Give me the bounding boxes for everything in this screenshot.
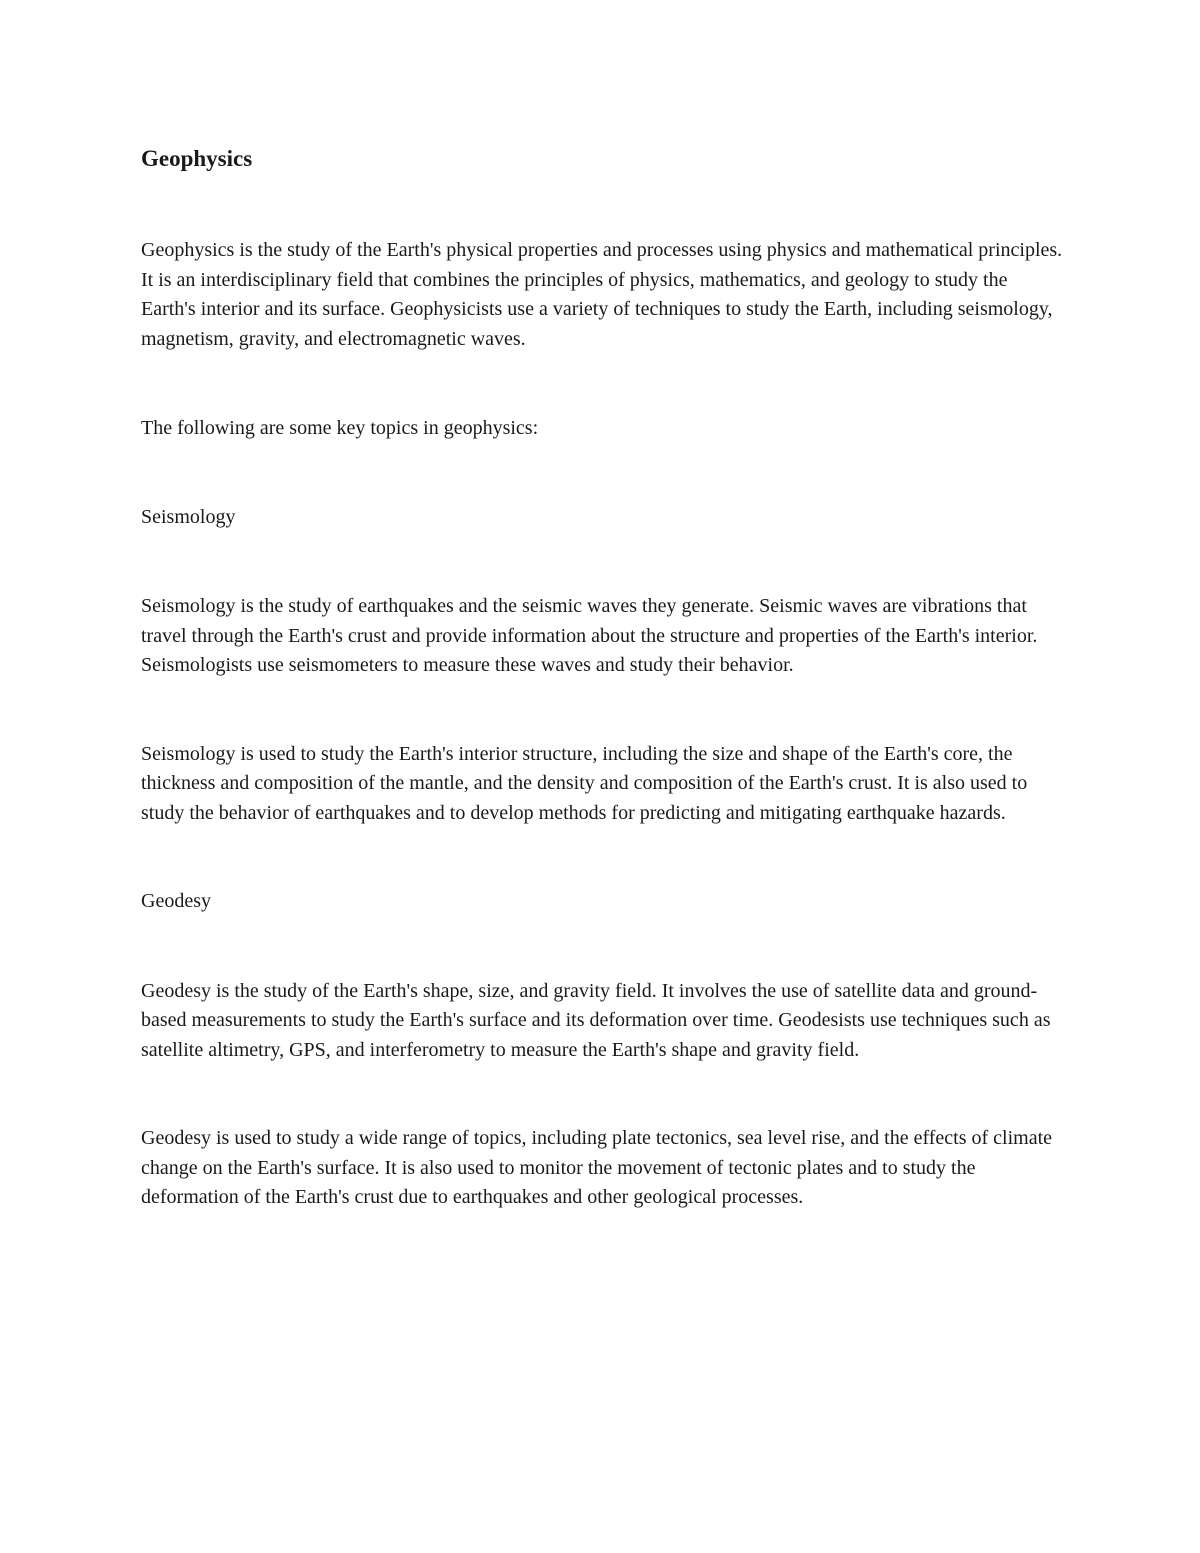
seismology-paragraph-2: Seismology is used to study the Earth's interior structure, including the size and shape of the Earth's core, the thickness and composition of the mantle, and the density and composition of the Earth's crust. It is also used to study the behavior of earthquakes and to develop methods for predicting and mitigating earthquake hazards. xyxy=(141,742,1028,824)
topics-lead-in: The following are some key topics in geophysics: xyxy=(141,417,539,439)
section-heading-geodesy: Geodesy xyxy=(141,890,211,912)
geodesy-paragraph-1: Geodesy is the study of the Earth's shape, size, and gravity field. It involves the use of satellite data and ground-based measurements to study the Earth's surface and its deformation over time. Geodesists use techniques such as satellite altimetry, GPS, and interferometry to measure the Earth's shape and gravity field. xyxy=(141,979,1051,1061)
document-body xyxy=(141,144,1066,1213)
seismology-paragraph-1: Seismology is the study of earthquakes and the seismic waves they generate. Seismic waves are vibrations that travel through the Earth's crust and provide information about the structure and properties of the Earth's interior. Seismologists use seismometers to measure these waves and study their behavior. xyxy=(141,595,1038,676)
geodesy-paragraph-2: Geodesy is used to study a wide range of topics, including plate tectonics, sea level rise, and the effects of climate change on the Earth's surface. It is also used to monitor the movement of tectonic plates and to study the deformation of the Earth's crust due to earthquakes and other geological processes. xyxy=(141,1127,1053,1208)
document-title: Geophysics xyxy=(141,146,253,171)
section-heading-seismology: Seismology xyxy=(141,505,236,528)
intro-paragraph: Geophysics is the study of the Earth's physical properties and processes using physics and mathematical principles. It is an interdisciplinary field that combines the principles of physics, mathematics, and geology to study the Earth's interior and its surface. Geophysicists use a variety of techniques to study the Earth, including seismology, magnetism, gravity, and electromagnetic waves. xyxy=(141,239,1063,350)
